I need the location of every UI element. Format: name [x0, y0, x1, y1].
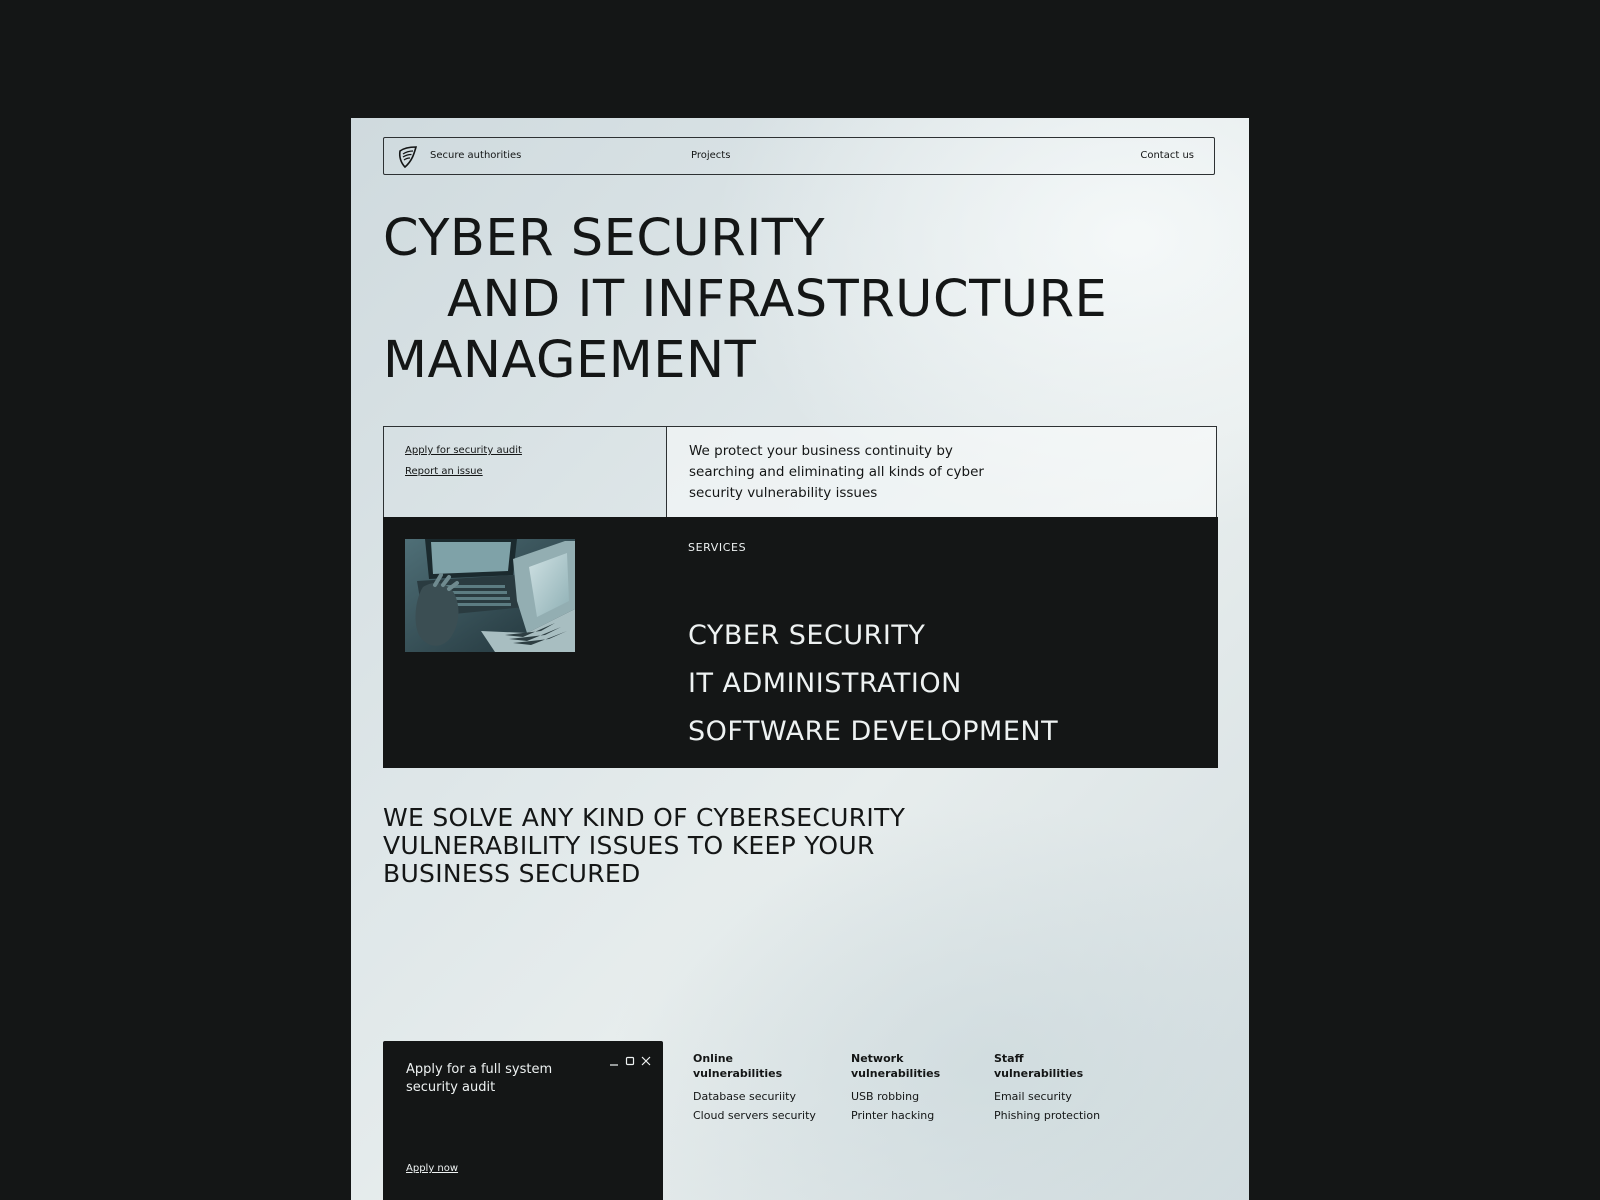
apply-now-link[interactable]: Apply now [406, 1163, 459, 1174]
apply-audit-link[interactable]: Apply for security audit [405, 445, 522, 456]
close-icon[interactable] [641, 1051, 651, 1061]
hero-line-3: MANAGEMENT [383, 331, 757, 390]
list-item: Database securiity [693, 1090, 796, 1103]
hero-line-2: AND IT INFRASTRUCTURE [447, 270, 1108, 329]
intro-panel [383, 426, 1217, 517]
solve-heading: WE SOLVE ANY KIND OF CYBERSECURITY VULNERABILITY ISSUES TO KEEP YOUR BUSINESS SECURED [383, 803, 906, 888]
nav-link-projects[interactable]: Projects [691, 150, 731, 161]
brand-name-link[interactable]: Secure authorities [430, 150, 522, 161]
services-panel [383, 517, 1218, 768]
column-heading: Online vulnerabilities [693, 1052, 783, 1080]
column-heading: Staff vulnerabilities [994, 1052, 1084, 1080]
audit-title: Apply for a full system security audit [406, 1062, 553, 1095]
top-navigation-bar [383, 137, 1215, 175]
minimize-icon[interactable] [609, 1051, 619, 1061]
service-cyber-security[interactable]: CYBER SECURITY [688, 620, 926, 651]
network-vulnerabilities-column [851, 1051, 941, 1125]
column-heading: Network vulnerabilities [851, 1052, 941, 1080]
list-item: Email security [994, 1090, 1072, 1103]
hero-line-1: CYBER SECURITY [383, 209, 826, 268]
intro-links [384, 427, 667, 517]
shield-logo-icon[interactable] [396, 145, 418, 169]
audit-window [383, 1041, 663, 1200]
list-item: Printer hacking [851, 1109, 935, 1122]
list-item: Cloud servers security [693, 1109, 816, 1122]
list-item: USB robbing [851, 1090, 920, 1103]
staff-vulnerabilities-column [994, 1051, 1100, 1125]
report-issue-link[interactable]: Report an issue [405, 466, 483, 477]
intro-description-box [667, 427, 1216, 517]
laptop-photo [405, 539, 575, 652]
services-label: SERVICES [688, 541, 747, 554]
intro-description: We protect your business continuity by searching and eliminating all kinds of cyber security vulnerability issues [689, 443, 984, 501]
online-vulnerabilities-column [693, 1051, 816, 1125]
maximize-icon[interactable] [625, 1051, 635, 1061]
nav-link-contact[interactable]: Contact us [1140, 150, 1194, 161]
landing-page [351, 118, 1249, 1200]
service-software-development[interactable]: SOFTWARE DEVELOPMENT [688, 716, 1059, 747]
hero-heading [383, 208, 1223, 391]
services-list [688, 612, 1058, 756]
window-controls [609, 1051, 651, 1061]
service-it-administration[interactable]: IT ADMINISTRATION [688, 668, 962, 699]
list-item: Phishing protection [994, 1109, 1101, 1122]
